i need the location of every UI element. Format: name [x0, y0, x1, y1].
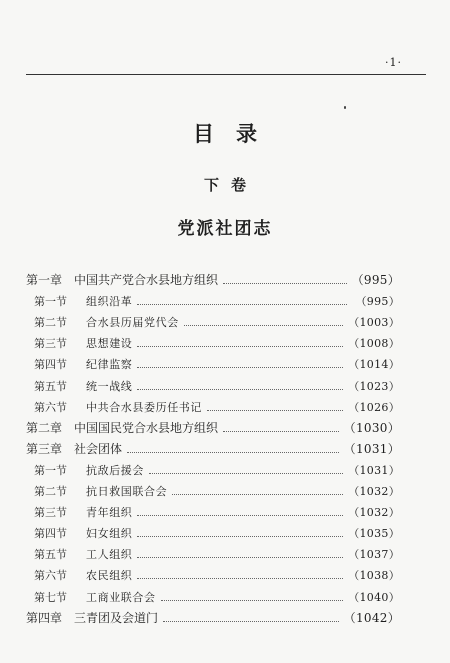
toc-section-row	[26, 309, 400, 330]
dot-leader	[127, 452, 339, 453]
toc-entry-page: （1014）	[348, 358, 400, 372]
toc-entry-page: （1031）	[343, 441, 400, 456]
toc-section-row	[26, 478, 400, 499]
toc-entry-number: 第一节	[34, 463, 67, 477]
toc-chapter-row	[26, 436, 400, 457]
toc-entry-page: （995）	[355, 295, 400, 309]
toc-entry-title: 妇女组织	[86, 527, 133, 541]
toc-entry-number: 第一节	[34, 295, 67, 309]
toc-entry-page: （995）	[351, 273, 400, 288]
toc-entry-page: （1032）	[348, 485, 400, 499]
toc-entry-number: 第二章	[26, 420, 63, 435]
toc-entry-title: 青年组织	[86, 506, 133, 520]
volume-title: 下卷	[203, 176, 258, 194]
dot-leader	[137, 346, 343, 347]
dot-leader	[137, 578, 343, 579]
table-of-contents	[26, 267, 400, 626]
dot-leader	[172, 494, 343, 495]
toc-entry-page: （1035）	[348, 527, 400, 541]
dot-leader	[137, 536, 343, 537]
toc-entry-title: 中国国民党合水县地方组织	[74, 420, 219, 435]
dot-leader	[137, 367, 343, 368]
toc-entry-number: 第三节	[34, 337, 67, 351]
dot-leader	[137, 557, 343, 558]
toc-section-row	[26, 499, 400, 520]
toc-entry-page: （1026）	[348, 400, 400, 414]
toc-entry-number: 第三章	[26, 441, 63, 456]
toc-entry-page: （1030）	[343, 420, 400, 435]
toc-entry-title: 农民组织	[86, 569, 133, 583]
toc-entry-title: 统一战线	[86, 379, 133, 393]
dot-leader	[137, 389, 343, 390]
toc-entry-title: 工人组织	[86, 548, 133, 562]
toc-entry-title: 抗日救国联合会	[86, 485, 168, 499]
toc-section-row	[26, 583, 400, 604]
toc-entry-title: 组织沿革	[86, 295, 133, 309]
dot-leader	[137, 304, 347, 305]
dot-leader	[223, 431, 339, 432]
toc-entry-page: （1031）	[348, 463, 400, 477]
toc-entry-page: （1003）	[348, 316, 400, 330]
toc-entry-page: （1032）	[348, 506, 400, 520]
toc-entry-title: 抗敌后援会	[86, 463, 144, 477]
toc-entry-page: （1038）	[348, 569, 400, 583]
toc-section-row	[26, 351, 400, 372]
toc-section-row	[26, 394, 400, 415]
toc-entry-number: 第一章	[26, 273, 63, 288]
toc-chapter-row	[26, 605, 400, 626]
toc-entry-number: 第六节	[34, 400, 67, 414]
dot-leader	[161, 600, 344, 601]
dot-leader	[149, 473, 343, 474]
toc-section-row	[26, 562, 400, 583]
ink-speck	[344, 106, 346, 109]
toc-section-row	[26, 288, 400, 309]
toc-entry-page: （1023）	[348, 379, 400, 393]
toc-chapter-row	[26, 415, 400, 436]
page-number: ·1·	[385, 56, 402, 69]
toc-section-row	[26, 330, 400, 351]
toc-entry-title: 思想建设	[86, 337, 133, 351]
toc-entry-title: 社会团体	[74, 441, 123, 456]
toc-entry-title: 中国共产党合水县地方组织	[74, 273, 219, 288]
section-title: 党派社团志	[177, 219, 273, 239]
toc-entry-number: 第四节	[34, 527, 67, 541]
toc-entry-title: 三青团及会道门	[74, 610, 159, 625]
toc-section-row	[26, 457, 400, 478]
toc-entry-page: （1042）	[343, 610, 400, 625]
toc-entry-title: 中共合水县委历任书记	[86, 400, 202, 414]
toc-entry-page: （1037）	[348, 548, 400, 562]
toc-entry-number: 第五节	[34, 548, 67, 562]
toc-entry-title: 纪律监察	[86, 358, 133, 372]
toc-entry-page: （1040）	[348, 590, 400, 604]
toc-chapter-row	[26, 267, 400, 288]
header-rule	[26, 74, 426, 75]
toc-entry-number: 第五节	[34, 379, 67, 393]
toc-section-row	[26, 541, 400, 562]
toc-entry-title: 合水县历届党代会	[86, 316, 179, 330]
dot-leader	[163, 621, 339, 622]
dot-leader	[207, 410, 343, 411]
dot-leader	[223, 283, 347, 284]
toc-entry-number: 第四章	[26, 610, 63, 625]
toc-entry-page: （1008）	[348, 337, 400, 351]
toc-entry-number: 第二节	[34, 316, 67, 330]
toc-entry-number: 第七节	[34, 590, 67, 604]
toc-entry-title: 工商业联合会	[86, 590, 156, 604]
toc-main-title: 目录	[193, 122, 279, 146]
dot-leader	[184, 325, 343, 326]
toc-entry-number: 第三节	[34, 506, 67, 520]
toc-section-row	[26, 520, 400, 541]
toc-section-row	[26, 372, 400, 393]
dot-leader	[137, 515, 343, 516]
toc-entry-number: 第二节	[34, 485, 67, 499]
toc-entry-number: 第四节	[34, 358, 67, 372]
toc-entry-number: 第六节	[34, 569, 67, 583]
